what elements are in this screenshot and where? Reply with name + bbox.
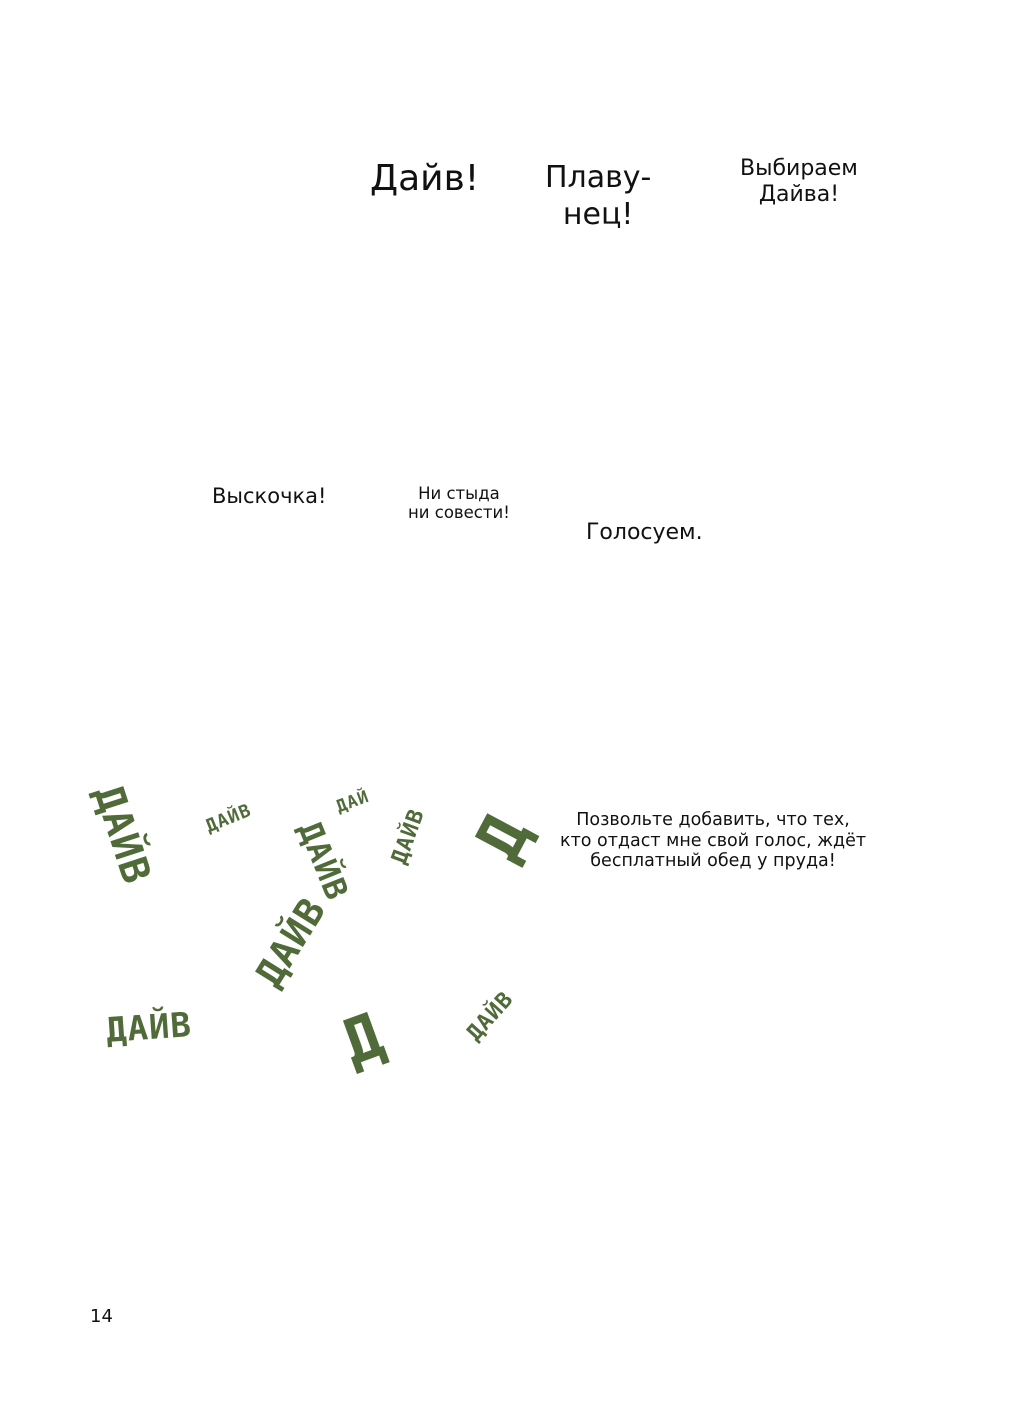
crowd-chant: ДАЙВ [246,889,335,995]
speech-line: Плаву- [545,160,652,195]
crowd-chant: Д [332,997,394,1080]
speech-line: кто отдаст мне свой голос, ждёт [560,830,867,851]
speech-line: Позвольте добавить, что тех, [576,810,850,830]
crowd-chant: ДАЙВ [290,816,357,906]
crowd-chant: ДАЙВ [202,799,255,838]
speech-line: Дайв! [370,158,480,199]
speech-choose-dive [740,156,858,208]
speech-upstart [212,484,326,509]
crowd-chant: ДАЙВ [84,780,160,890]
speech-line: бесплатный обед у пруда! [590,851,836,872]
crowd-chant: ДАЙВ [387,805,430,868]
speech-free-lunch [560,810,866,872]
crowd-chant: ДАЙВ [462,986,519,1047]
speech-line: Ни стыда [418,484,500,503]
speech-vote [586,520,703,546]
speech-line: нец! [562,196,634,232]
speech-no-shame [408,484,510,523]
speech-flipper [545,160,651,233]
crowd-chant: Д [461,802,546,872]
speech-line: Голосуем. [586,520,703,545]
crowd-chant: ДАЙ [333,786,373,818]
crowd-chant: ДАЙВ [104,1005,194,1051]
speech-line: Выбираем [740,156,858,181]
page-number: 14 [90,1306,113,1327]
speech-dive [370,158,479,200]
speech-line: Выскочка! [212,484,327,508]
speech-line: Дайва! [758,181,840,207]
speech-line: ни совести! [408,503,510,523]
